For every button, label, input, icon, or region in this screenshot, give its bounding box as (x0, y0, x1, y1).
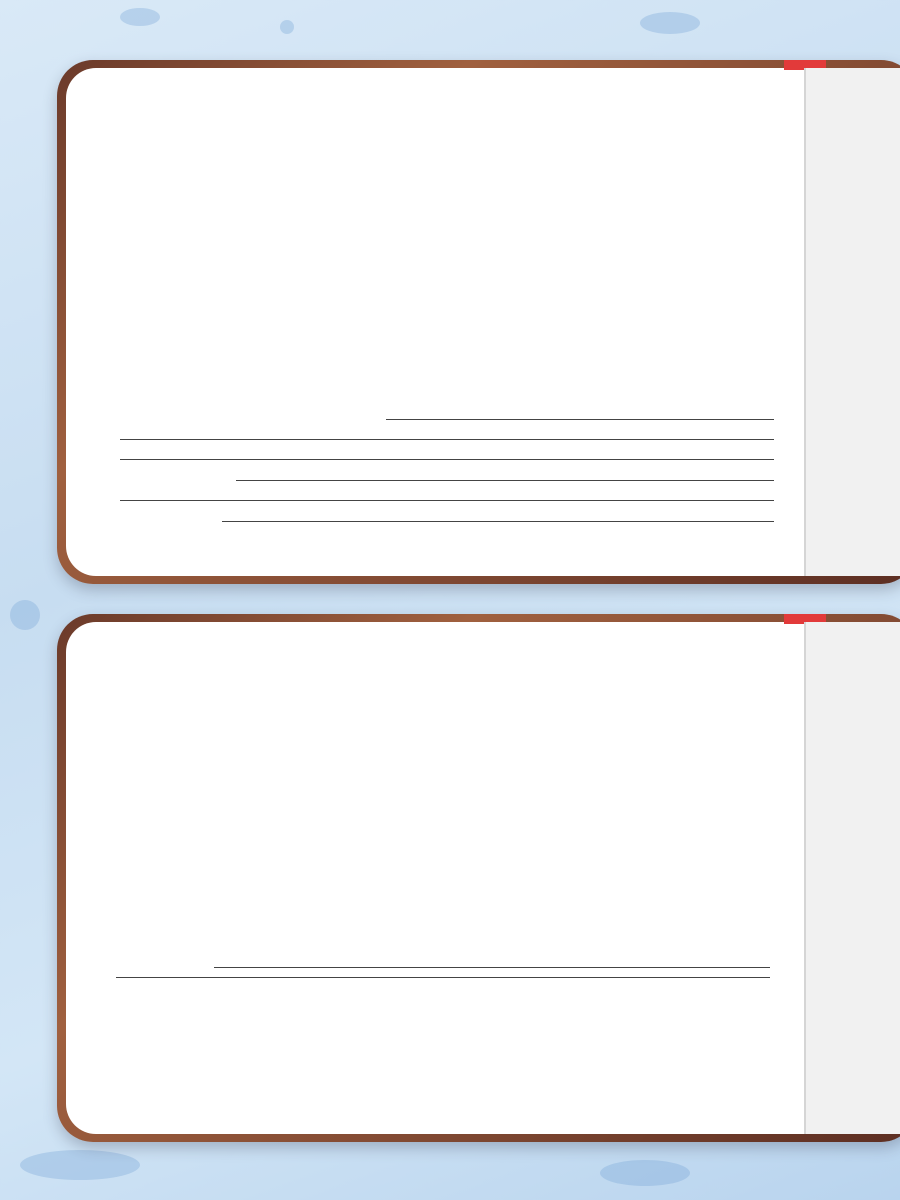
fill-line (214, 967, 770, 968)
watercolor-splash (120, 8, 160, 26)
fill-line (236, 480, 774, 481)
top-book-spread (57, 60, 900, 584)
watercolor-splash (280, 20, 294, 34)
fill-line (116, 977, 770, 978)
fill-line (120, 439, 774, 440)
watercolor-splash (10, 600, 40, 630)
watercolor-splash (600, 1160, 690, 1186)
fill-line (120, 500, 774, 501)
fill-line (222, 521, 774, 522)
fill-line (120, 459, 774, 460)
fill-line (386, 419, 774, 420)
family-page (66, 68, 804, 576)
bottom-book-spread (57, 614, 900, 1142)
watercolor-splash (20, 1150, 140, 1180)
watercolor-splash (640, 12, 700, 34)
facing-page (804, 622, 900, 1134)
observation-page (66, 622, 804, 1134)
facing-page (804, 68, 900, 576)
